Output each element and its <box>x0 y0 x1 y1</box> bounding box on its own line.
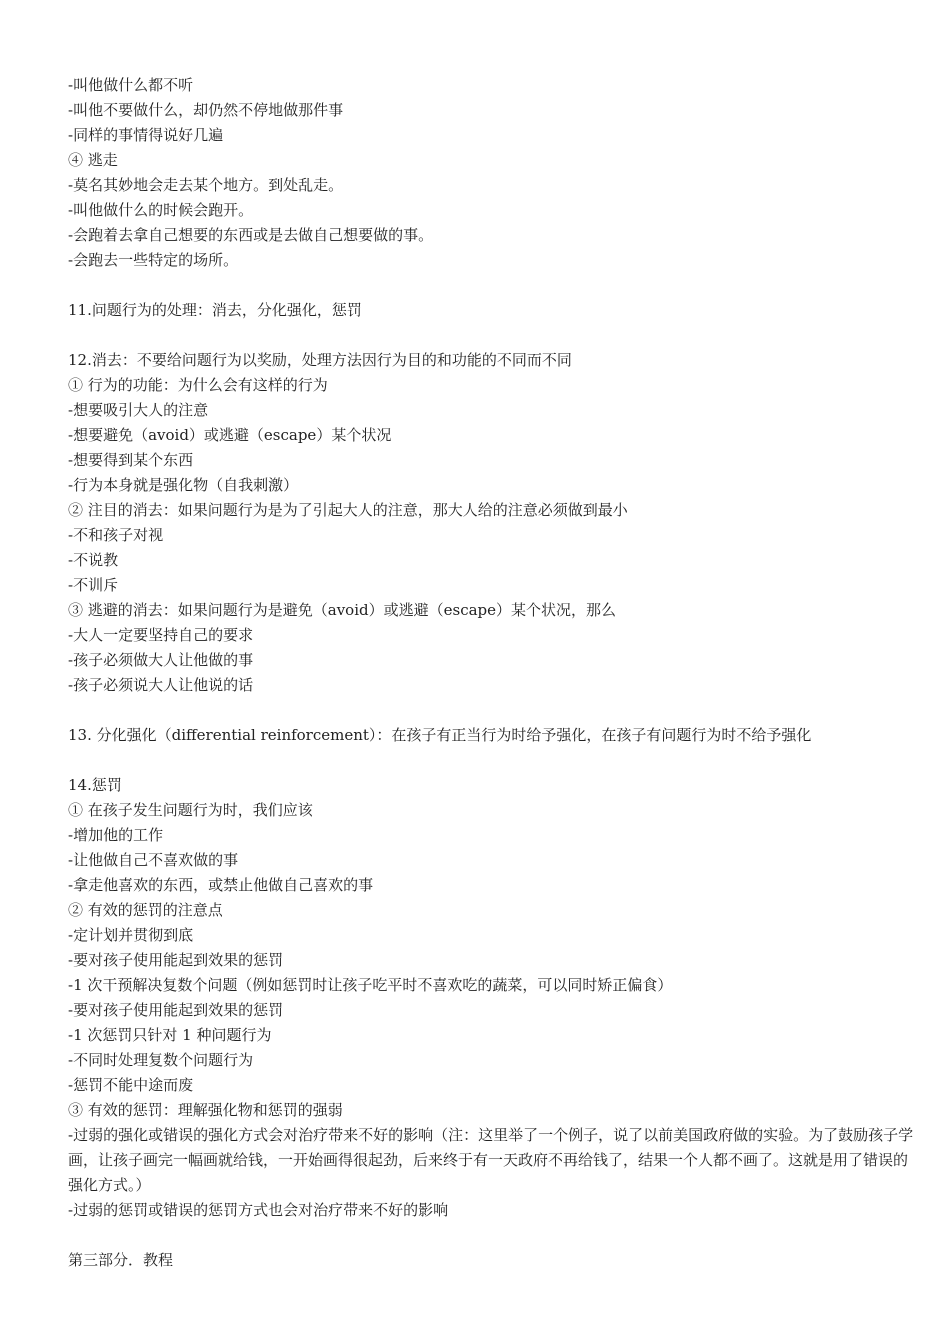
text-line: -孩子必须说大人让他说的话 <box>68 676 254 694</box>
text-line: ② 有效的惩罚的注意点 <box>68 901 223 919</box>
text-line: -要对孩子使用能起到效果的惩罚 <box>68 951 284 969</box>
blank-line <box>68 698 918 723</box>
text-line: -1 次干预解决复数个问题（例如惩罚时让孩子吃平时不喜欢吃的蔬菜，可以同时矫正偏食） <box>68 976 673 994</box>
document-page <box>68 73 918 1273</box>
text-line: -不和孩子对视 <box>68 526 164 544</box>
text-line: -惩罚不能中途而废 <box>68 1076 194 1094</box>
text-line: -叫他做什么都不听 <box>68 76 194 94</box>
text-line: -想要避免（avoid）或逃避（escape）某个状况 <box>68 426 392 444</box>
text-line: ① 在孩子发生问题行为时，我们应该 <box>68 801 313 819</box>
text-line: -莫名其妙地会走去某个地方。到处乱走。 <box>68 176 344 194</box>
text-line: -孩子必须做大人让他做的事 <box>68 651 254 669</box>
text-line: -不同时处理复数个问题行为 <box>68 1051 254 1069</box>
text-line: 12.消去：不要给问题行为以奖励，处理方法因行为目的和功能的不同而不同 <box>68 351 572 369</box>
text-line: -行为本身就是强化物（自我刺激） <box>68 476 299 494</box>
text-line: -让他做自己不喜欢做的事 <box>68 851 239 869</box>
text-line: -大人一定要坚持自己的要求 <box>68 626 254 644</box>
text-line: -想要得到某个东西 <box>68 451 194 469</box>
blank-line <box>68 1223 918 1248</box>
text-line: -不说教 <box>68 551 119 569</box>
text-line: -过弱的惩罚或错误的惩罚方式也会对治疗带来不好的影响 <box>68 1201 449 1219</box>
text-line: -定计划并贯彻到底 <box>68 926 194 944</box>
text-line: -要对孩子使用能起到效果的惩罚 <box>68 1001 284 1019</box>
blank-line <box>68 273 918 298</box>
text-line: -拿走他喜欢的东西，或禁止他做自己喜欢的事 <box>68 876 374 894</box>
text-line: -想要吸引大人的注意 <box>68 401 209 419</box>
text-line: 11.问题行为的处理：消去，分化强化，惩罚 <box>68 301 362 319</box>
text-line: -不训斥 <box>68 576 119 594</box>
text-line: ③ 逃避的消去：如果问题行为是避免（avoid）或逃避（escape）某个状况，那么 <box>68 601 617 619</box>
text-line: -增加他的工作 <box>68 826 164 844</box>
text-line: ① 行为的功能：为什么会有这样的行为 <box>68 376 328 394</box>
text-line: -会跑去一些特定的场所。 <box>68 251 239 269</box>
text-line: -叫他做什么的时候会跑开。 <box>68 201 254 219</box>
text-line: -同样的事情得说好几遍 <box>68 126 224 144</box>
text-line: ④ 逃走 <box>68 151 118 169</box>
text-line: ③ 有效的惩罚：理解强化物和惩罚的强弱 <box>68 1101 343 1119</box>
blank-line <box>68 323 918 348</box>
paragraph-strengthening-note: -过弱的强化或错误的强化方式会对治疗带来不好的影响（注：这里举了一个例子，说了以前美国政府做的实验。为了鼓励孩子学画，让孩子画完一幅画就给钱，一开始画得很起劲，后来终于有一天政府不再给钱了，结果一个人都不画了。这就是用了错误的强化方式。） <box>68 1126 914 1194</box>
text-line: -叫他不要做什么，却仍然不停地做那件事 <box>68 101 344 119</box>
text-line: 13. 分化强化（differential reinforcement）：在孩子有正当行为时给予强化，在孩子有问题行为时不给予强化 <box>68 726 812 744</box>
document-tail <box>68 1198 918 1273</box>
text-line: 第三部分．教程 <box>68 1251 174 1269</box>
text-line: -1 次惩罚只针对 1 种问题行为 <box>68 1026 272 1044</box>
text-line: ② 注目的消去：如果问题行为是为了引起大人的注意，那大人给的注意必须做到最小 <box>68 501 628 519</box>
blank-line <box>68 748 918 773</box>
text-line: 14.惩罚 <box>68 776 122 794</box>
text-line: -会跑着去拿自己想要的东西或是去做自己想要做的事。 <box>68 226 434 244</box>
document-body <box>68 73 918 1123</box>
